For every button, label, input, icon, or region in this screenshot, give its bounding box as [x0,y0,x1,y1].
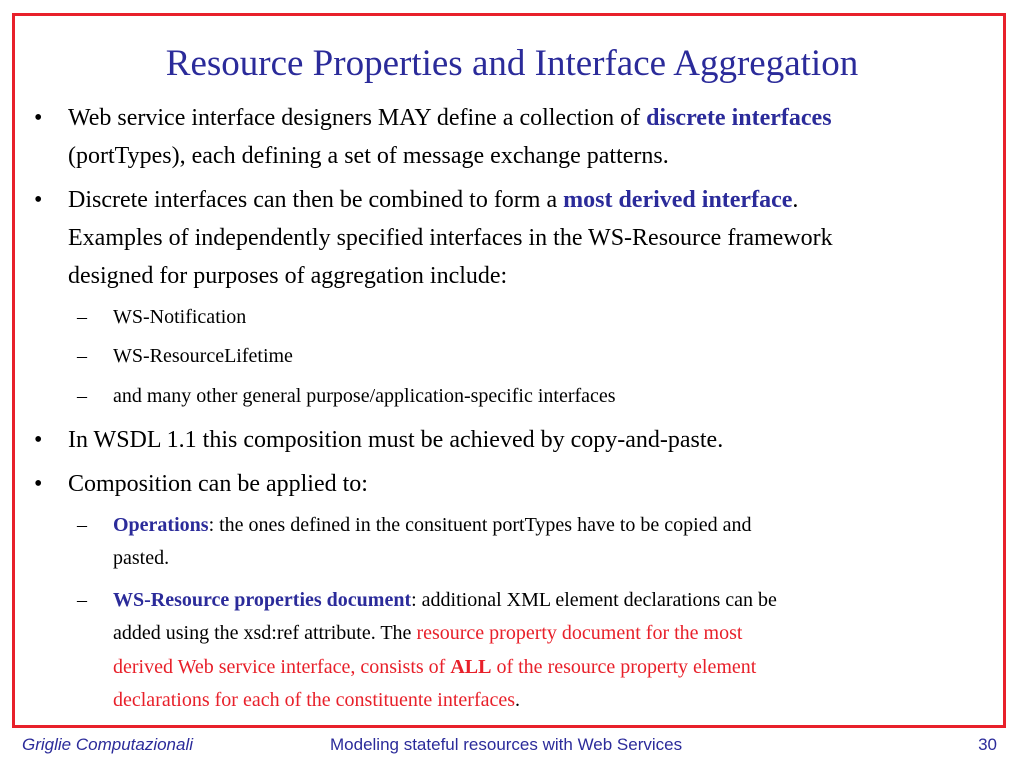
footer-course-name: Griglie Computazionali [22,735,194,754]
footer-presentation-title: Modeling stateful resources with Web Services [330,735,683,754]
bullet-2-line-1 [68,182,798,218]
ws-resource-line-4 [113,684,520,717]
bullet-2-line-2: Examples of independently specified interfaces in the WS-Resource framework [68,225,833,251]
ws-resource-line-3-red: derived Web service interface, consists of [113,656,451,678]
ws-resource-line-1 [113,584,777,617]
dash-symbol: – [77,306,87,328]
ws-resource-line-2-red: resource property document for the most [416,622,743,644]
footer-page-number: 30 [978,735,997,754]
dash-symbol: – [77,385,87,407]
bullet-2-emphasis: most derived interface [563,187,793,213]
sub-bullet-text: and many other general purpose/application-specific interfaces [113,385,616,407]
bullet-1-text: Web service interface designers MAY define a collection of [68,105,647,131]
ws-resource-line-2 [113,617,742,650]
ws-resource-line-3-red-post: of the resource property element [491,656,757,678]
bullet-symbol: • [34,187,43,213]
bullet-symbol: • [34,105,43,131]
bullet-2-line-3: designed for purposes of aggregation include: [68,263,508,289]
ws-resource-line-4-period: . [515,689,521,711]
ws-resource-emphasis: WS-Resource properties document [113,589,412,611]
ws-resource-line-4-red: declarations for each of the constituente interfaces [113,689,516,711]
ws-resource-line-2-black: added using the xsd:ref attribute. The [113,622,417,644]
sub-bullet-operations-line-2: pasted. [113,547,170,569]
bullet-3-text: In WSDL 1.1 this composition must be achieved by copy-and-paste. [68,427,724,453]
ws-resource-line-3 [113,651,756,684]
sub-bullet-text: WS-ResourceLifetime [113,345,293,367]
bullet-2-period: . [792,187,799,213]
dash-symbol: – [77,345,87,367]
operations-emphasis: Operations [113,514,209,536]
ws-resource-all-emphasis: ALL [450,656,492,678]
bullet-1-emphasis: discrete interfaces [646,105,832,131]
bullet-1-line-1 [68,100,832,136]
operations-text: : the ones defined in the consituent portTypes have to be copied and [208,514,752,536]
bullet-symbol: • [34,471,43,497]
slide-title: Resource Properties and Interface Aggregation [165,43,859,84]
bullet-symbol: • [34,427,43,453]
sub-bullet-operations-line-1 [113,509,751,542]
bullet-4-text: Composition can be applied to: [68,471,368,497]
ws-resource-text: : additional XML element declarations can be [411,589,777,611]
sub-bullet-text: WS-Notification [113,306,247,328]
bullet-1-line-2: (portTypes), each defining a set of message exchange patterns. [68,143,669,169]
dash-symbol: – [77,514,87,536]
dash-symbol: – [77,589,87,611]
bullet-2-text: Discrete interfaces can then be combined to form a [68,187,564,213]
